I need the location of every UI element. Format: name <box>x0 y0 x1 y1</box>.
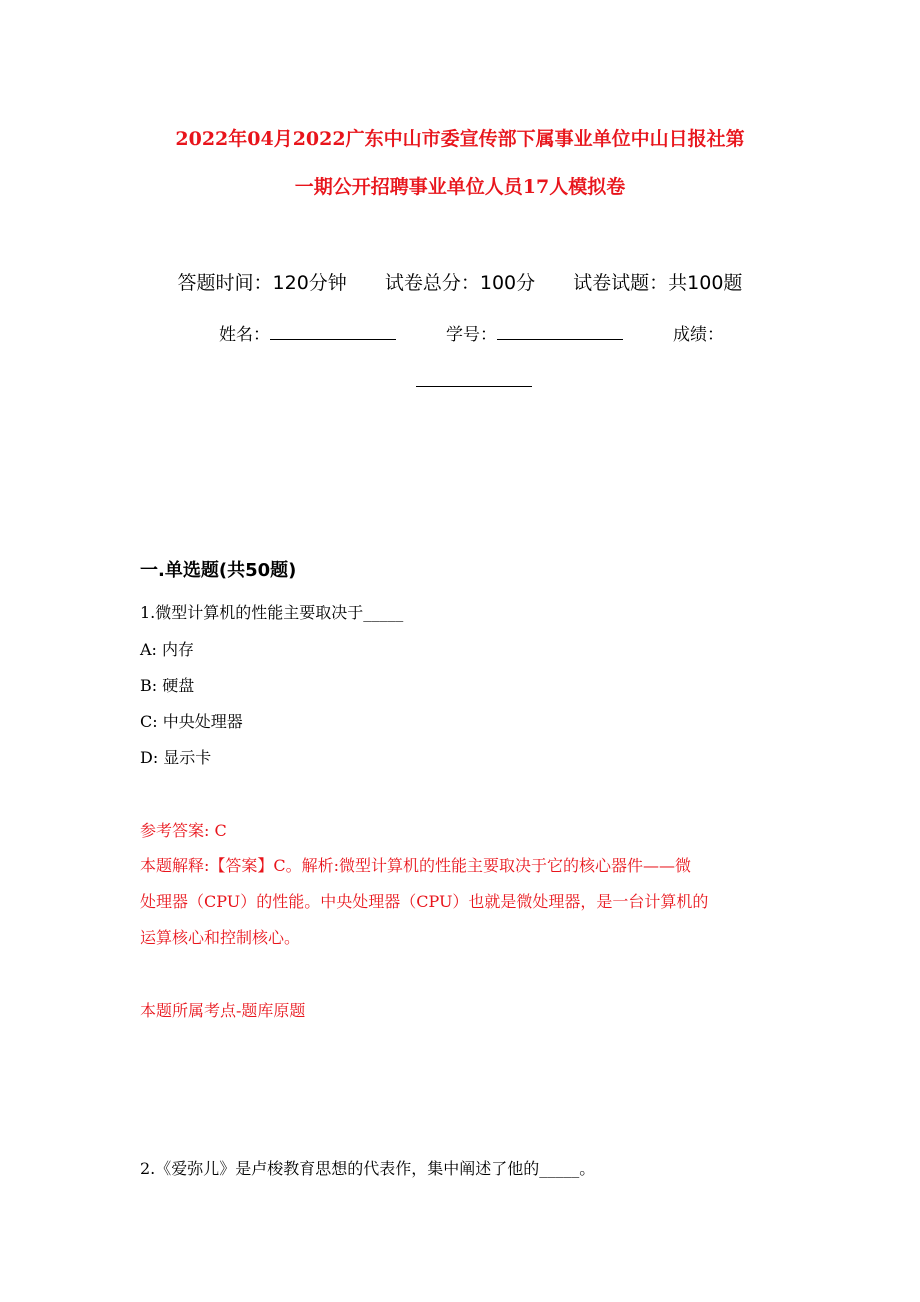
name-label: 姓名： <box>219 325 270 345</box>
document-title-line-1: 2022年04月2022广东中山市委宣传部下属事业单位中山日报社第 <box>175 128 745 150</box>
question-1-explanation-line-2: 处理器（CPU）的性能。中央处理器（CPU）也就是微处理器，是一台计算机的 <box>140 892 709 911</box>
question-1-stem: 1.微型计算机的性能主要取决于_____ <box>140 603 404 622</box>
exam-time: 答题时间：120分钟 <box>177 272 347 294</box>
question-1-option-d: D: 显示卡 <box>140 748 212 767</box>
score-blank <box>416 386 532 387</box>
student-id-field <box>446 320 623 345</box>
question-1-source: 本题所属考点-题库原题 <box>140 1001 306 1020</box>
student-id-blank <box>497 321 623 340</box>
question-1-explanation-line-1: 本题解释:【答案】C。解析:微型计算机的性能主要取决于它的核心器件——微 <box>140 856 692 875</box>
question-1-explanation-line-3: 运算核心和控制核心。 <box>140 928 301 947</box>
question-1-option-b: B: 硬盘 <box>140 676 195 695</box>
document-title-line-2: 一期公开招聘事业单位人员17人模拟卷 <box>294 176 626 198</box>
score-field <box>673 320 724 345</box>
question-1-option-a: A: 内存 <box>140 640 195 659</box>
student-id-label: 学号： <box>446 325 497 345</box>
question-2-stem: 2.《爱弥儿》是卢梭教育思想的代表作，集中阐述了他的_____。 <box>140 1159 596 1178</box>
name-field <box>219 320 396 345</box>
question-1-answer: 参考答案: C <box>140 821 227 840</box>
score-label: 成绩： <box>673 325 724 345</box>
section-heading: 一.单选题(共50题) <box>140 560 297 581</box>
exam-info <box>0 268 920 295</box>
exam-question-count: 试卷试题：共100题 <box>573 272 743 294</box>
name-blank <box>270 321 396 340</box>
exam-total-score: 试卷总分：100分 <box>384 272 536 294</box>
question-1-option-c: C: 中央处理器 <box>140 712 243 731</box>
